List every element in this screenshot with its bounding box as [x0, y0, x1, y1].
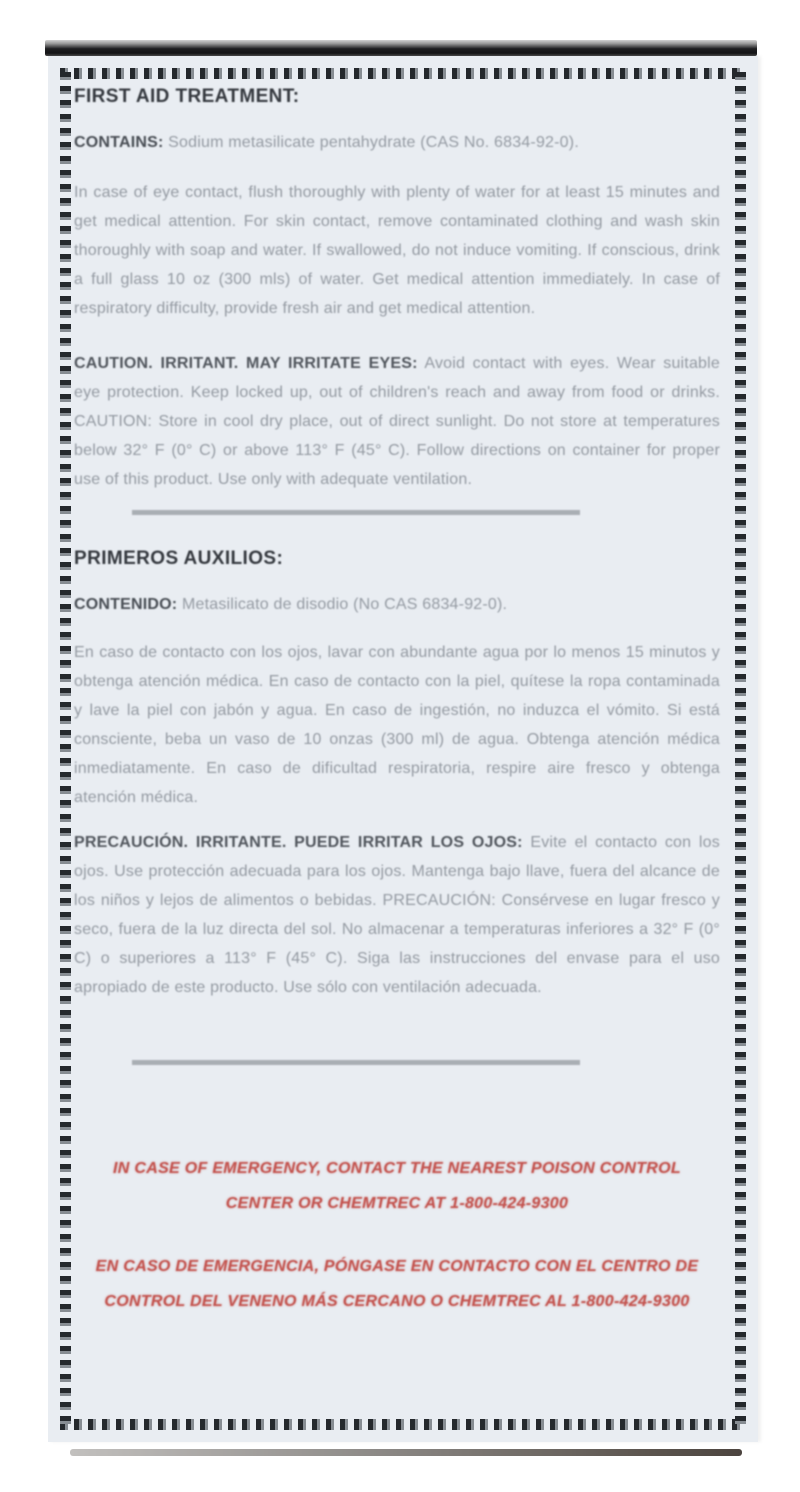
dashed-border-left: [60, 72, 71, 1426]
container-top-edge: [45, 40, 757, 56]
emergency-notice-es: [74, 1249, 720, 1319]
contains-line-es: [74, 596, 720, 614]
dashed-border-top: [60, 68, 746, 79]
first-aid-paragraph-en: In case of eye contact, flush thoroughly with plenty of water for at least 15 minutes and get medical attention. For skin contact, remove contaminated clothing and wash skin thoroughly with soap and water. If swallowed, do not induce vomiting. If conscious, drink a full glass 10 oz (300 mls) of water. Get medical attention immediately. In case of respiratory difficulty, provide fresh air and get medical attention.: [74, 184, 720, 317]
contains-text-es: Metasilicato de disodio (No CAS 6834-92-0).: [181, 596, 508, 613]
emergency-notice-en-line2: CENTER OR CHEMTREC AT 1-800-424-9300: [225, 1195, 569, 1212]
section-divider-2: [132, 1060, 580, 1065]
contains-label-en: CONTAINS:: [74, 134, 164, 151]
emergency-notice-en: [74, 1151, 720, 1221]
label-content: [74, 86, 720, 1424]
emergency-notice-es-line1: EN CASO DE EMERGENCIA, PÓNGASE EN CONTACTO CON EL CENTRO DE: [95, 1258, 699, 1275]
contains-label-es: CONTENIDO:: [74, 596, 178, 613]
first-aid-heading-en: FIRST AID TREATMENT:: [74, 86, 300, 107]
caution-paragraph-en: [74, 349, 720, 494]
container-bottom-edge: [70, 1449, 742, 1456]
section-divider-1: [132, 510, 580, 515]
caution-text-en: Avoid contact with eyes. Wear suitable eye protection. Keep locked up, out of children's reach and away from food or drinks. CAUTION: Store in cool dry place, out of direct sunlight. Do not store at temperatures below 32° F (0° C) or above 113° F (45° C). Follow directions on container for proper use of this product. Use only with adequate ventilation.: [74, 355, 720, 488]
emergency-notice-es-line2: CONTROL DEL VENENO MÁS CERCANO O CHEMTREC AL 1-800-424-9300: [104, 1293, 690, 1310]
caution-text-es: Evite el contacto con los ojos. Use protección adecuada para los ojos. Mantenga bajo llave, fuera del alcance de los niños y lejos de alimentos o bebidas. PRECAUCIÓN: Consérvese en lugar fresco y seco, fuera de la luz directa del sol. No almacenar a temperaturas inferiores a 32° F (0° C) o superiores a 113° F (45° C). Siga las instrucciones del envase para el uso apropiado de este producto. Use sólo con ventilación adecuada.: [74, 834, 720, 996]
first-aid-heading-es: PRIMEROS AUXILIOS:: [74, 548, 284, 569]
caution-label-en: CAUTION. IRRITANT. MAY IRRITATE EYES:: [74, 355, 418, 372]
contains-text-en: Sodium metasilicate pentahydrate (CAS No. 6834-92-0).: [168, 134, 579, 151]
first-aid-paragraph-es: En caso de contacto con los ojos, lavar con abundante agua por lo menos 15 minutos y obtenga atención médica. En caso de contacto con la piel, quítese la ropa contaminada y lave la piel con jabón y agua. En caso de ingestión, no induzca el vómito. Si está consciente, beba un vaso de 10 onzas (300 ml) de agua. Obtenga atención médica inmediatamente. En caso de dificultad respiratoria, respire aire fresco y obtenga atención médica.: [74, 644, 720, 806]
dashed-border-right: [735, 72, 746, 1426]
product-label: [48, 56, 758, 1442]
caution-paragraph-es: [74, 828, 720, 1002]
emergency-notice-en-line1: IN CASE OF EMERGENCY, CONTACT THE NEAREST POISON CONTROL: [113, 1160, 681, 1177]
caution-label-es: PRECAUCIÓN. IRRITANTE. PUEDE IRRITAR LOS OJOS:: [74, 834, 523, 851]
contains-line-en: [74, 134, 720, 152]
